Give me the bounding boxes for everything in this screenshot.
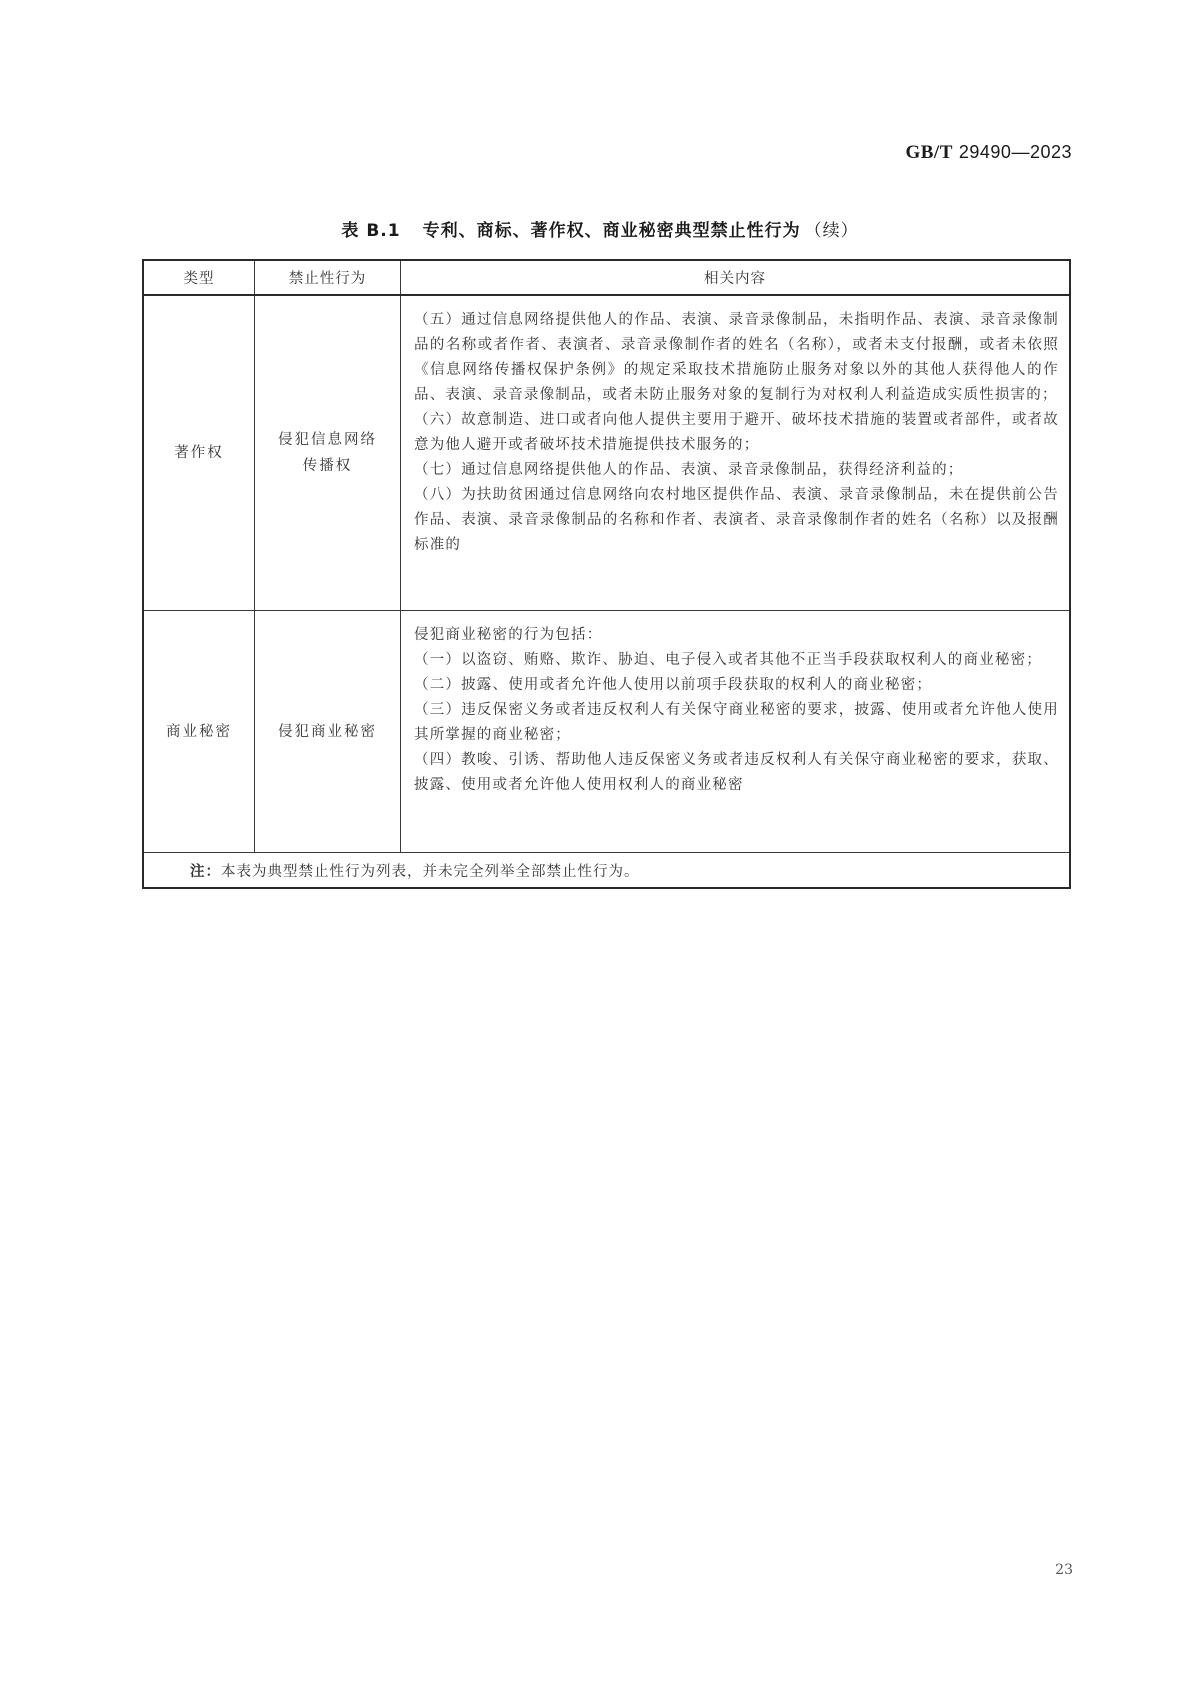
behavior-line: 传播权 <box>302 458 353 474</box>
content-paragraph: （一）以盗窃、贿赂、欺诈、胁迫、电子侵入或者其他不正当手段获取权利人的商业秘密； <box>414 652 1042 668</box>
note-label: 注： <box>190 863 221 880</box>
cell-content <box>401 611 1071 853</box>
behavior-line: 侵犯信息网络 <box>278 432 377 448</box>
prohibited-behaviors-table <box>142 259 1071 889</box>
table-caption <box>0 216 1200 241</box>
content-paragraph: （八）为扶助贫困通过信息网络向农村地区提供作品、表演、录音录像制品，未在提供前公告作品、表演、录音录像制品的名称和作者、表演者、录音录像制作者的姓名（名称）以及报酬标准的 <box>414 487 1059 553</box>
cell-behavior <box>255 295 401 611</box>
column-header-content: 相关内容 <box>401 260 1071 295</box>
note-text: 本表为典型禁止性行为列表，并未完全列举全部禁止性行为。 <box>221 863 640 880</box>
content-paragraph: （六）故意制造、进口或者向他人提供主要用于避开、破坏技术措施的装置或者部件，或者故意为他人避开或者破坏技术措施提供技术服务的； <box>414 412 1059 453</box>
content-paragraph: （七）通过信息网络提供他人的作品、表演、录音录像制品，获得经济利益的； <box>414 462 964 478</box>
table-header-row <box>143 260 1070 295</box>
page-number: 23 <box>1055 1562 1073 1578</box>
table-note <box>143 853 1070 889</box>
column-header-behavior: 禁止性行为 <box>255 260 401 295</box>
table-row <box>143 295 1070 611</box>
column-header-type: 类型 <box>143 260 255 295</box>
cell-type: 著作权 <box>143 295 255 611</box>
table-caption-title: 专利、商标、著作权、商业秘密典型禁止性行为 <box>422 221 801 241</box>
standard-code <box>905 142 1072 164</box>
content-paragraph: （二）披露、使用或者允许他人使用以前项手段获取的权利人的商业秘密； <box>414 677 933 693</box>
behavior-line: 侵犯商业秘密 <box>278 723 377 740</box>
content-paragraph: （四）教唆、引诱、帮助他人违反保密义务或者违反权利人有关保守商业秘密的要求，获取、披露、使用或者允许他人使用权利人的商业秘密 <box>414 752 1059 793</box>
content-paragraph: （五）通过信息网络提供他人的作品、表演、录音录像制品，未指明作品、表演、录音录像制品的名称或者作者、表演者、录音录像制作者的姓名（名称），或者未支付报酬，或者未依照《信息网络传播权保护条例》的规定采取技术措施防止服务对象以外的其他人获得他人的作品、表演、录音录像制品，或者未防止服务对象的复制行为对权利人利益造成实质性损害的； <box>414 312 1059 403</box>
content-paragraph: 侵犯商业秘密的行为包括： <box>414 627 603 643</box>
standard-prefix: GB/T <box>905 142 953 163</box>
table-caption-continued: （续） <box>804 221 859 241</box>
table-caption-id: 表 B.1 <box>341 221 401 241</box>
standard-number: 29490—2023 <box>958 142 1072 162</box>
cell-type: 商业秘密 <box>143 611 255 853</box>
cell-behavior <box>255 611 401 853</box>
table-row <box>143 611 1070 853</box>
cell-content <box>401 295 1071 611</box>
content-paragraph: （三）违反保密义务或者违反权利人有关保守商业秘密的要求，披露、使用或者允许他人使用其所掌握的商业秘密； <box>414 702 1059 743</box>
table-note-row <box>143 853 1070 889</box>
